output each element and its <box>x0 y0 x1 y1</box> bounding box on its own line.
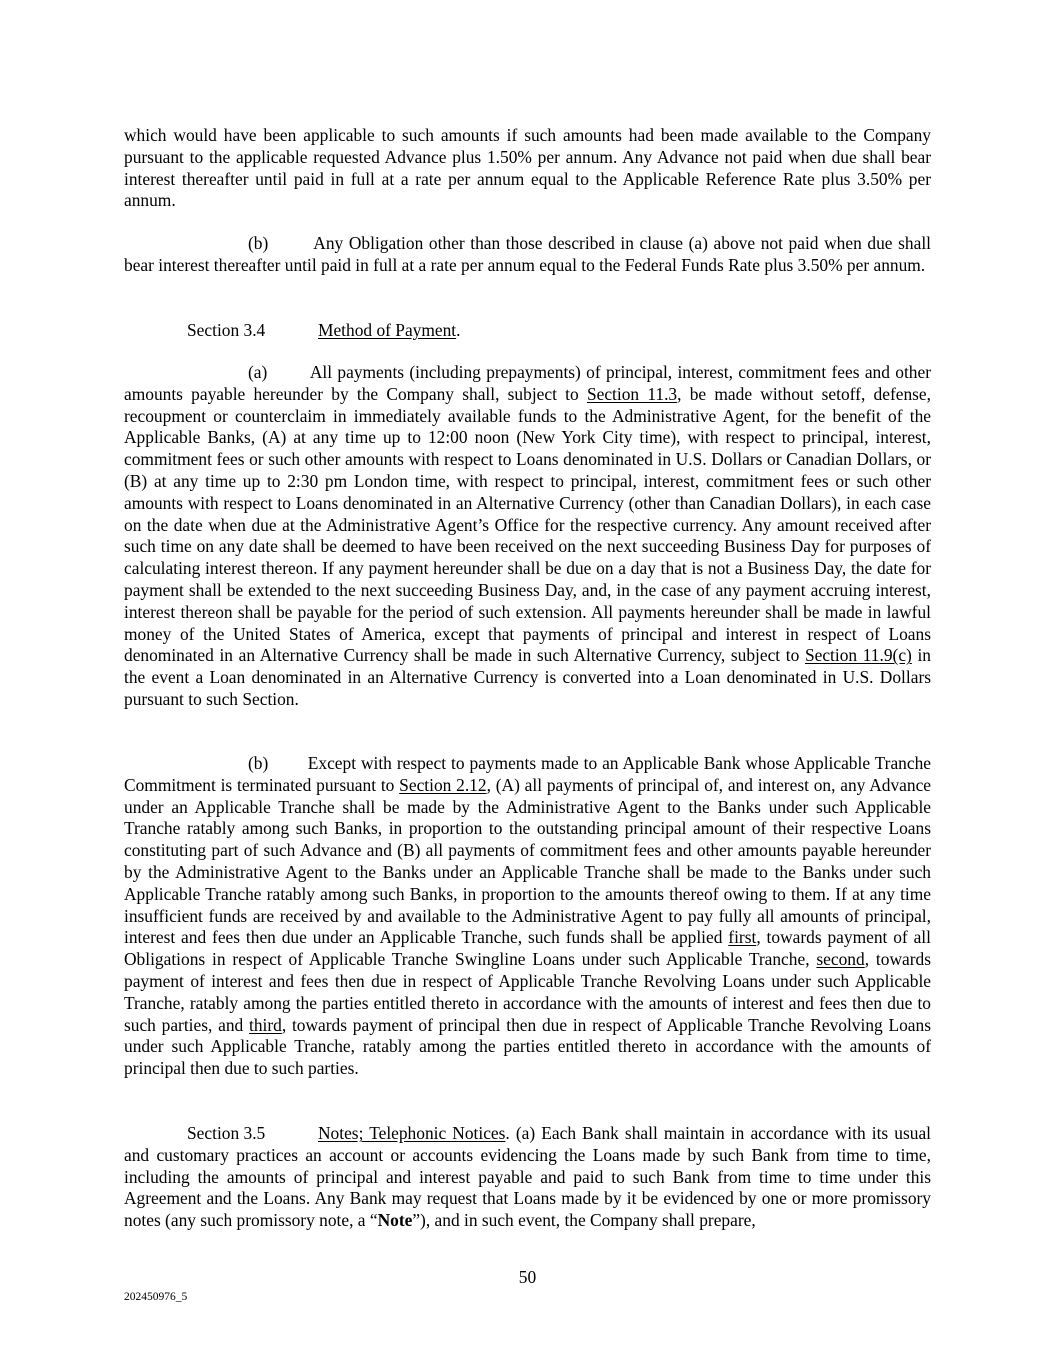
clause-label: (b) <box>248 753 269 773</box>
clause-label: (b) <box>248 233 269 253</box>
section-title: Notes; Telephonic Notices <box>318 1123 506 1143</box>
cross-reference: Section 11.9(c) <box>804 645 912 666</box>
paragraph-text: , towards payment of principal then due in respect of Applicable Tranche Revolving Loans under such Applicable Tranche, ratably among the parties entitled thereto in accordance with the amounts of principal then due to such parties. <box>124 1014 931 1079</box>
document-id: 202450976_5 <box>124 1291 188 1303</box>
paragraph-text: Except with respect to payments made to an Applicable Bank whose Applicable Tranche Commitment is terminated pursuant to <box>124 753 932 795</box>
paragraph-clause-b-payments <box>124 753 931 1080</box>
section-heading-3-4 <box>187 320 461 342</box>
priority-term-third: third <box>248 1014 282 1035</box>
priority-term-first: first <box>728 927 757 948</box>
paragraph-continuation <box>124 125 931 212</box>
paragraph-text: , (A) all payments of principal of, and interest on, any Advance under an Applicable Tranche shall be made by the Administrative Agent to the Banks under such Applicable Tranche ratably among such Banks, in proportion to the outstanding principal amount of their respective Loans constituting part of such Advance and (B) all payments of commitment fees and other amounts payable hereunder by the Administrative Agent to the Banks under an Applicable Tranche shall be made to the Banks under such Applicable Tranche ratably among such Banks, in proportion to the amounts thereof owing to them. If at any time insufficient funds are received by and available to the Administrative Agent to pay fully all amounts of principal, interest and fees then due under an Applicable Tranche, such funds shall be applied <box>124 774 932 948</box>
paragraph-text: . (a) Each Bank shall maintain in accordance with its usual and customary practices an account or accounts evidencing the Loans made by such Bank from time to time, including the amounts of principal and interest payable and paid to such Bank from time to time under this Agreement and the Loans. Any Bank may request that Loans made by it be evidenced by one or more promissory notes (any such promissory note, a “ <box>124 1123 931 1231</box>
clause-label: (a) <box>248 362 268 382</box>
section-number: Section 3.4 <box>187 320 266 340</box>
section-title-punctuation: . <box>456 320 461 340</box>
section-3-5-paragraph <box>124 1123 931 1232</box>
defined-term: Note <box>377 1210 413 1231</box>
paragraph-clause-a-payments <box>124 362 931 711</box>
paragraph-text: in the event a Loan denominated in an Alternative Currency is converted into a Loan denominated in U.S. Dollars pursuant to such Section. <box>124 645 931 709</box>
paragraph-text: All payments (including prepayments) of principal, interest, commitment fees and other amounts payable hereunder by the Company shall, subject to <box>124 362 931 404</box>
cross-reference: Section 2.12 <box>399 774 487 795</box>
section-number: Section 3.5 <box>187 1123 266 1143</box>
paragraph-text: , towards payment of all Obligations in respect of Applicable Tranche Swingline Loans under such Applicable Tranche, <box>124 927 931 970</box>
paragraph-text: Any Obligation other than those described in clause (a) above not paid when due shall bear interest thereafter until paid in full at a rate per annum equal to the Federal Funds Rate plus 3.50% per annum. <box>124 233 932 275</box>
cross-reference: Section 11.3 <box>586 383 678 404</box>
paragraph-text: , towards payment of interest and fees then due in respect of Applicable Tranche Revolving Loans under such Applicable Tranche, ratably among the parties entitled thereto in accordance with the amounts of interest and fees then due to such parties, and <box>124 949 931 1035</box>
paragraph-text: which would have been applicable to such amounts if such amounts had been made available to the Company pursuant to the applicable requested Advance plus 1.50% per annum. Any Advance not paid when due shall bear interest thereafter until paid in full at a rate per annum equal to the Applicable Reference Rate plus 3.50% per annum. <box>124 125 931 211</box>
priority-term-second: second <box>816 949 865 970</box>
paragraph-text: ”), and in such event, the Company shall prepare, <box>412 1210 756 1231</box>
section-title: Method of Payment <box>318 320 457 340</box>
paragraph-clause-b-obligations <box>124 233 931 277</box>
paragraph-text: , be made without setoff, defense, recoupment or counterclaim in immediately available funds to the Administrative Agent, for the benefit of the Applicable Banks, (A) at any time up to 12:00 noon (New York City time), with respect to principal, interest, commitment fees or such other amounts with respect to Loans denominated in U.S. Dollars or Canadian Dollars, or (B) at any time up to 2:30 pm London time, with respect to principal, interest, commitment fees or such other amounts with respect to Loans denominated in an Alternative Currency (other than Canadian Dollars), in each case on the date when due at the Administrative Agent’s Office for the respective currency. Any amount received after such time on any date shall be deemed to have been received on the next succeeding Business Day for purposes of calculating interest thereon. If any payment hereunder shall be due on a day that is not a Business Day, the date for payment shall be extended to the next succeeding Business Day, and, in the case of any payment accruing interest, interest thereon shall be payable for the period of such extension. All payments hereunder shall be made in lawful money of the United States of America, except that payments of principal and interest in respect of Loans denominated in an Alternative Currency shall be made in such Alternative Currency, subject to <box>124 383 931 666</box>
page-number: 50 <box>518 1267 537 1287</box>
